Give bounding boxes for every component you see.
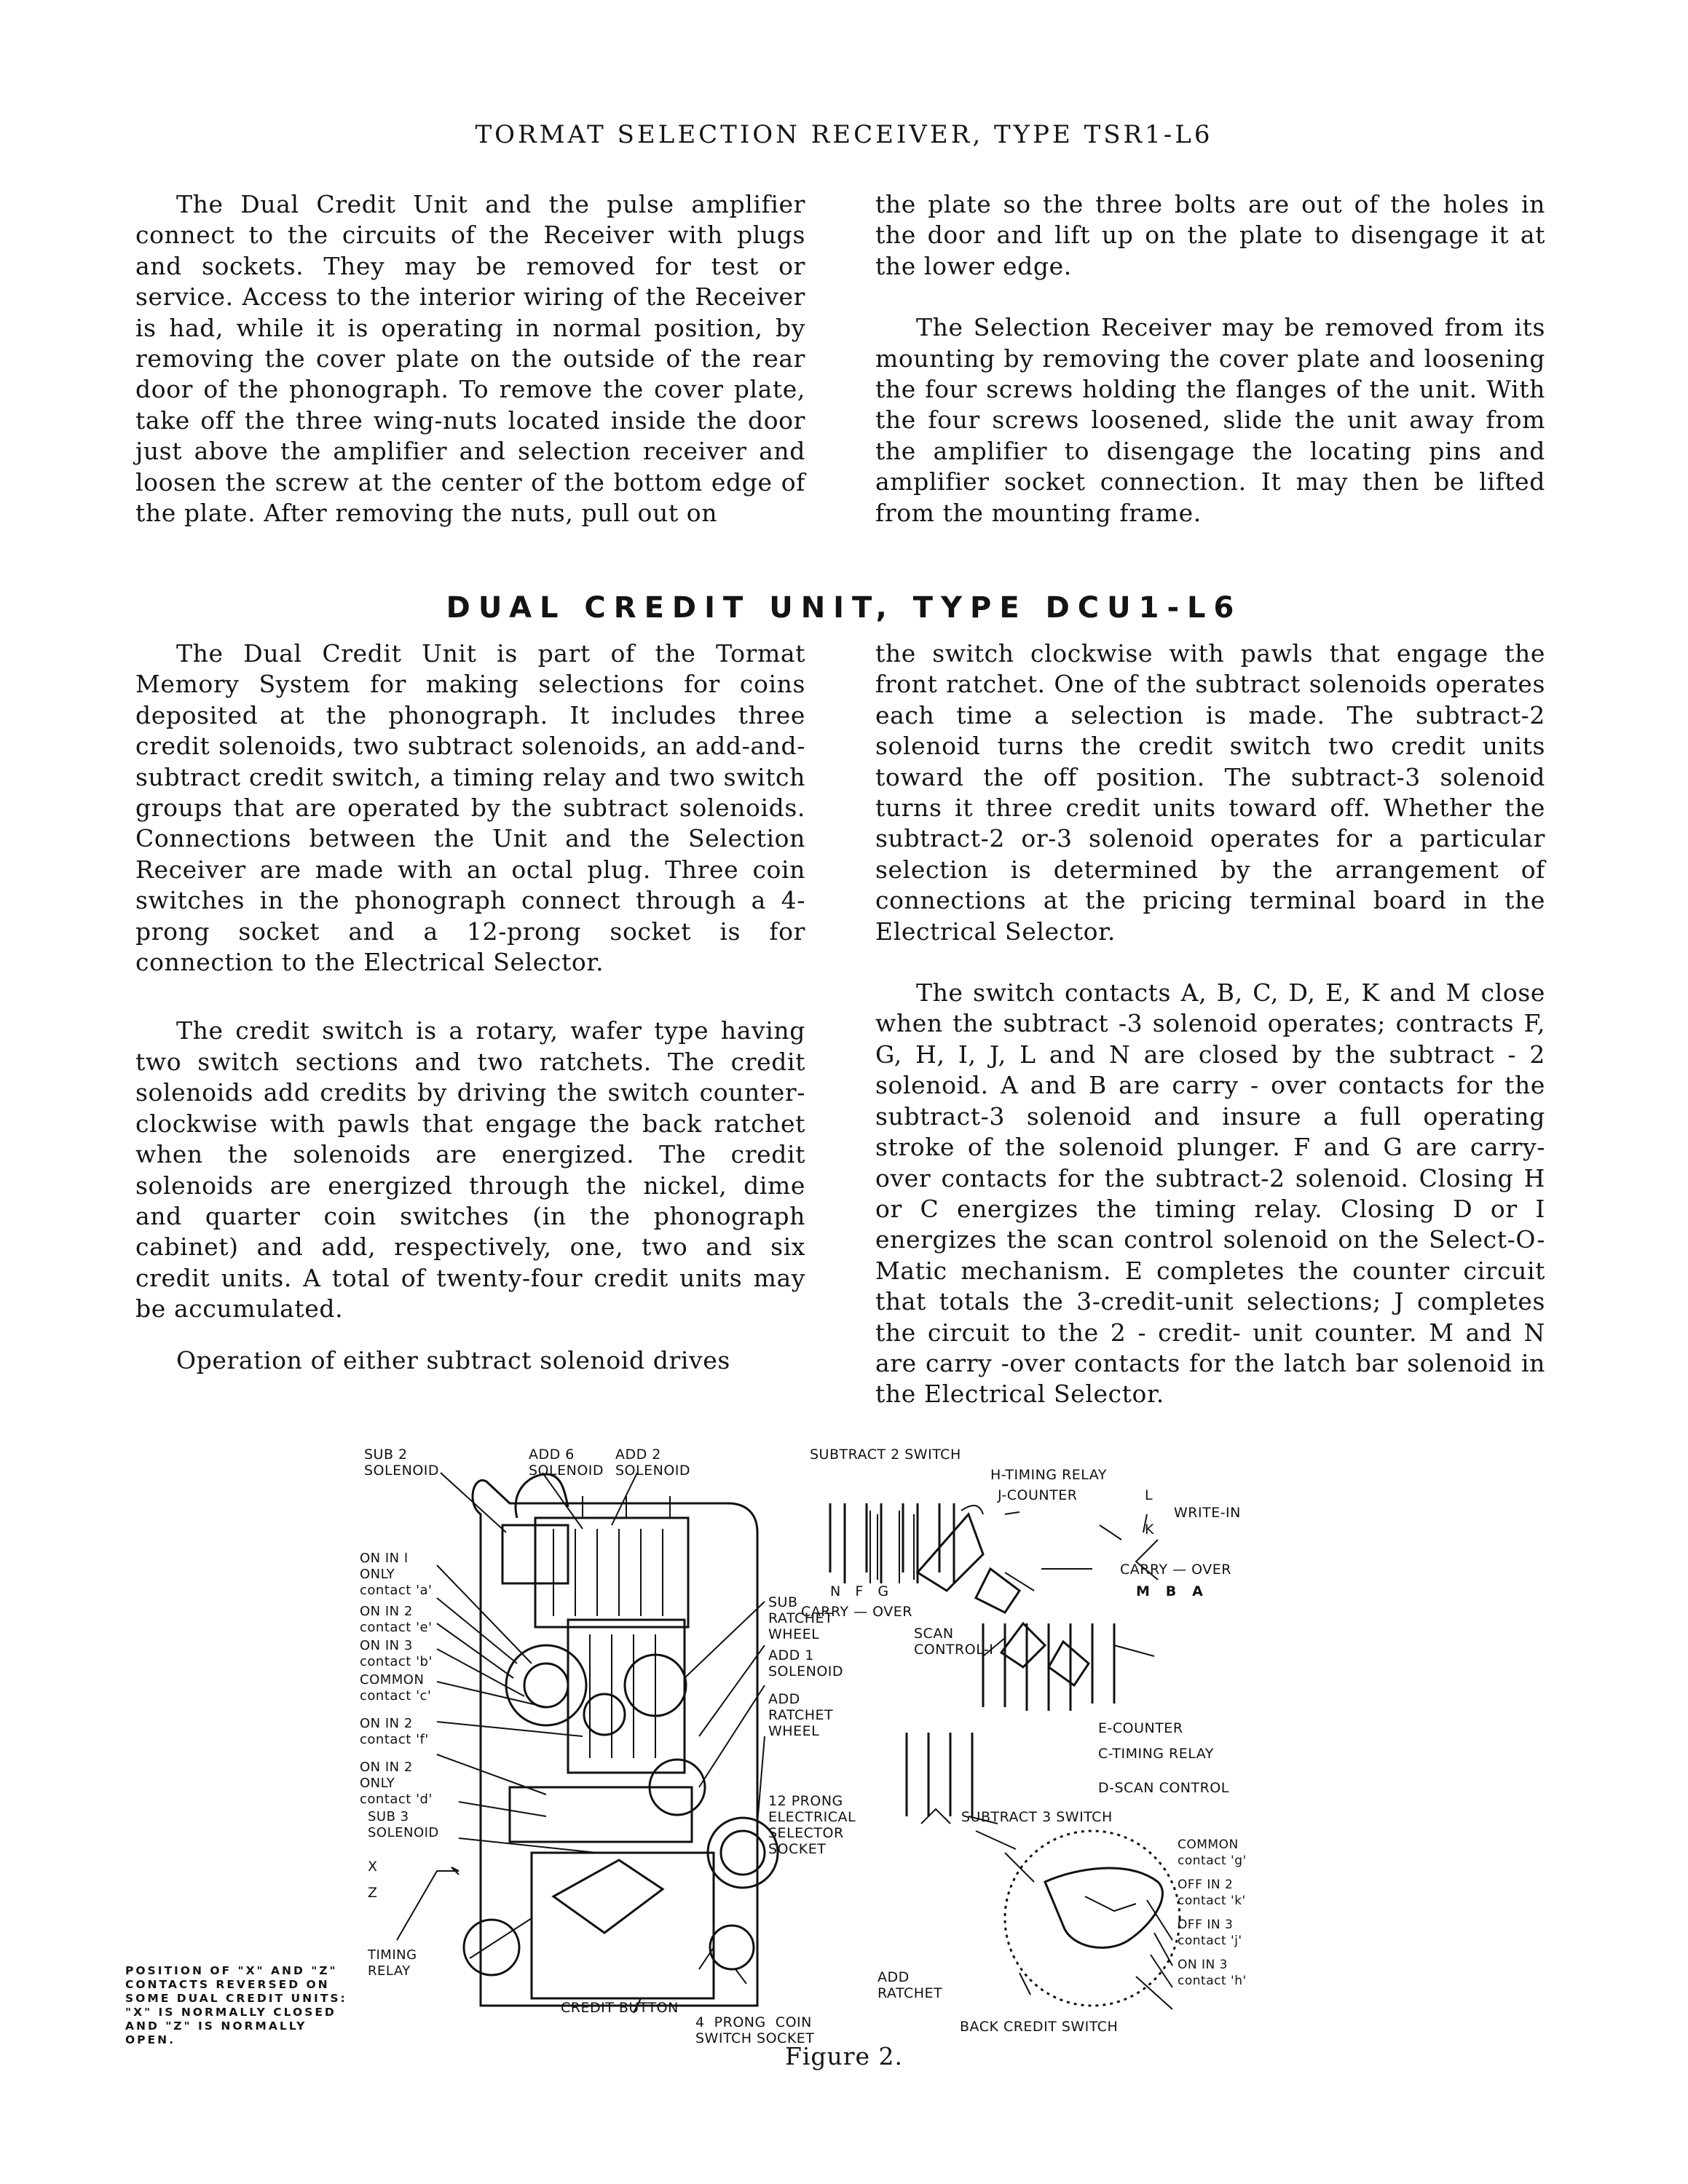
label-subtract-2-switch: SUBTRACT 2 SWITCH	[810, 1447, 961, 1463]
subtract-2-switch-stack	[830, 1503, 954, 1583]
label-carry-over-right: CARRY — OVER	[1120, 1562, 1231, 1578]
label-scan-control: SCAN CONTROL-I	[914, 1626, 994, 1658]
leader-line	[543, 1473, 583, 1529]
label-off-in-2: OFF IN 2 contact 'k'	[1178, 1878, 1246, 1908]
label-credit-button: CREDIT BUTTON	[561, 2000, 679, 2016]
label-off-in-3: OFF IN 3 contact 'j'	[1178, 1918, 1242, 1948]
paragraph: The credit switch is a rotary, wafer type having two switch sections and two ratchets. The credit solenoids add credits by driving the switch counter-clockwise with pawls that engage the back ratchet when the solenoids are energized. The credit solenoids are energized through the nickel, dime and quarter coin switches (in the phonograph cabinet) and add, respectively, one, two and six credit units. A total of twenty-four credit units may be accumulated.	[135, 1016, 805, 1324]
label-back-credit-switch: BACK CREDIT SWITCH	[960, 2019, 1119, 2035]
relay-block	[532, 1853, 714, 1998]
paragraph: the plate so the three bolts are out of the holes in the door and lift up on the plate to disengage it at the lower edge.	[875, 190, 1545, 280]
label-d-scan-control: D-SCAN CONTROL	[1098, 1780, 1229, 1796]
label-on-in-2f: ON IN 2 contact 'f'	[360, 1716, 429, 1747]
label-on-in-1: ON IN I ONLY contact 'a'	[360, 1551, 433, 1598]
figure-note: POSITION OF "X" AND "Z" CONTACTS REVERSED ON SOME DUAL CREDIT UNITS: "X" IS NORMALLY CLOSED AND "Z" IS NORMALLY OPEN.	[125, 1964, 347, 2046]
label-e-counter: E-COUNTER	[1098, 1720, 1183, 1736]
figure-2	[360, 1445, 1282, 2049]
figure-caption: Figure 2.	[784, 2042, 904, 2070]
label-l: L	[1145, 1487, 1153, 1503]
top-right-column	[875, 189, 1545, 529]
section-heading: DUAL CREDIT UNIT, TYPE DCU1-L6	[446, 591, 1242, 625]
label-mba: M B A	[1136, 1583, 1204, 1599]
paragraph: The switch contacts A, B, C, D, E, K and M close when the subtract -3 solenoid operates; contracts F, G, H, I, J, L and N are closed by the subtract - 2 solenoid. A and B are carry - over contacts for the subtract-3 solenoid and insure a full operating stroke of the solenoid plunger. F and G are carry-over contacts for the subtract-2 solenoid. Closing H or C energizes the timing relay. Closing D or I energizes the scan control solenoid on the Select-O-Matic mechanism. E completes the counter circuit that totals the 3-credit-unit selections; J completes the circuit to the 2 - credit- unit counter. M and N are carry -over contacts for the latch bar solenoid in the Electrical Selector.	[875, 978, 1545, 1409]
prong-12-socket	[708, 1818, 778, 1888]
credit-button	[464, 1920, 519, 1975]
running-head: TORMAT SELECTION RECEIVER, TYPE TSR1-L6	[475, 120, 1213, 149]
label-x: X	[368, 1859, 378, 1875]
label-on-in-2e: ON IN 2 contact 'e'	[360, 1604, 433, 1635]
label-c-timing-relay: C-TIMING RELAY	[1098, 1746, 1214, 1762]
label-z: Z	[368, 1885, 378, 1901]
label-add2-solenoid: ADD 2 SOLENOID	[615, 1447, 691, 1479]
label-sub-ratchet: SUB RATCHET WHEEL	[768, 1594, 834, 1642]
wire-loop	[516, 1474, 568, 1518]
label-j-counter: J-COUNTER	[998, 1487, 1078, 1503]
label-add-ratchet-wheel: ADD RATCHET WHEEL	[768, 1691, 834, 1739]
paragraph: Operation of either subtract solenoid drives	[176, 1345, 730, 1374]
cam-lever	[918, 1514, 983, 1591]
label-12-prong-socket: 12 PRONG ELECTRICAL SELECTOR SOCKET	[768, 1793, 856, 1857]
bottom-right-column	[875, 638, 1545, 1410]
paragraph: the switch clockwise with pawls that engage the front ratchet. One of the subtract solenoids operates each time a selection is made. The subtract-2 solenoid turns the credit switch two credit units toward the off position. The subtract-3 solenoid turns it three credit units toward off. Whether the subtract-2 or-3 solenoid operates for a particular selection is determined by the arrangement of connections at the pricing terminal board in the Electrical Selector.	[875, 639, 1545, 946]
label-h-timing-relay: H-TIMING RELAY	[990, 1467, 1107, 1483]
paragraph: The Selection Receiver may be removed from its mounting by removing the cover plate and loosening the four screws holding the flanges of the unit. With the four screws loosened, slide the unit away from the amplifier to disengage the locating pins and amplifier socket connection. It may then be lifted from the mounting frame.	[875, 313, 1545, 527]
label-carry-over-left: CARRY — OVER	[801, 1604, 912, 1620]
label-write-in: WRITE-IN	[1174, 1505, 1241, 1521]
subtract-3-switch-stack	[983, 1623, 1114, 1711]
leader-line	[441, 1473, 506, 1532]
bottom-left-column	[135, 638, 805, 1376]
timing-relay-armature	[553, 1860, 663, 1933]
label-add-ratchet: ADD RATCHET	[877, 1969, 943, 2001]
label-subtract-3-switch: SUBTRACT 3 SWITCH	[961, 1809, 1113, 1825]
top-left-column	[135, 189, 805, 529]
label-on-in-3h: ON IN 3 contact 'h'	[1178, 1958, 1247, 1988]
label-add1-solenoid: ADD 1 SOLENOID	[768, 1647, 844, 1679]
lower-contact-stack	[907, 1733, 972, 1816]
paragraph: The Dual Credit Unit and the pulse amplifier connect to the circuits of the Receiver with plugs and sockets. They may be removed for test or service. Access to the interior wiring of the Receiver is had, while it is operating in normal position, by removing the cover plate on the outside of the rear door of the phonograph. To remove the cover plate, take off the three wing-nuts located inside the door just above the amplifier and selection receiver and loosen the screw at the center of the bottom edge of the plate. After removing the nuts, pull out on	[135, 190, 805, 528]
label-timing-relay: TIMING RELAY	[368, 1947, 417, 1979]
prong-4-socket	[710, 1926, 754, 1969]
label-nfg: N F G	[830, 1583, 889, 1599]
paragraph: The Dual Credit Unit is part of the Tormat Memory System for making selections for coins deposited at the phonograph. It includes three credit solenoids, two subtract solenoids, an add-and-subtract credit switch, a timing relay and two switch groups that are operated by the subtract solenoids. Connections between the Unit and the Selection Receiver are made with an octal plug. Three coin switches in the phonograph connect through a 4-prong socket and a 12-prong socket is for connection to the Electrical Selector.	[135, 639, 805, 977]
credit-switch-wafer	[506, 1645, 586, 1725]
label-sub2-solenoid: SUB 2 SOLENOID	[364, 1447, 440, 1479]
label-k: K	[1145, 1522, 1154, 1538]
label-common-c: COMMON contact 'c'	[360, 1672, 432, 1704]
label-on-in-3b: ON IN 3 contact 'b'	[360, 1638, 433, 1669]
label-4-prong-socket: 4 PRONG COIN SWITCH SOCKET	[695, 2014, 815, 2046]
label-sub3-solenoid: SUB 3 SOLENOID	[368, 1809, 439, 1840]
label-common-g: COMMON contact 'g'	[1178, 1837, 1247, 1868]
rotor-blade	[1045, 1868, 1162, 1947]
label-add6-solenoid: ADD 6 SOLENOID	[529, 1447, 604, 1479]
label-on-in-2d: ON IN 2 ONLY contact 'd'	[360, 1760, 433, 1807]
solenoid-bank	[535, 1518, 688, 1627]
